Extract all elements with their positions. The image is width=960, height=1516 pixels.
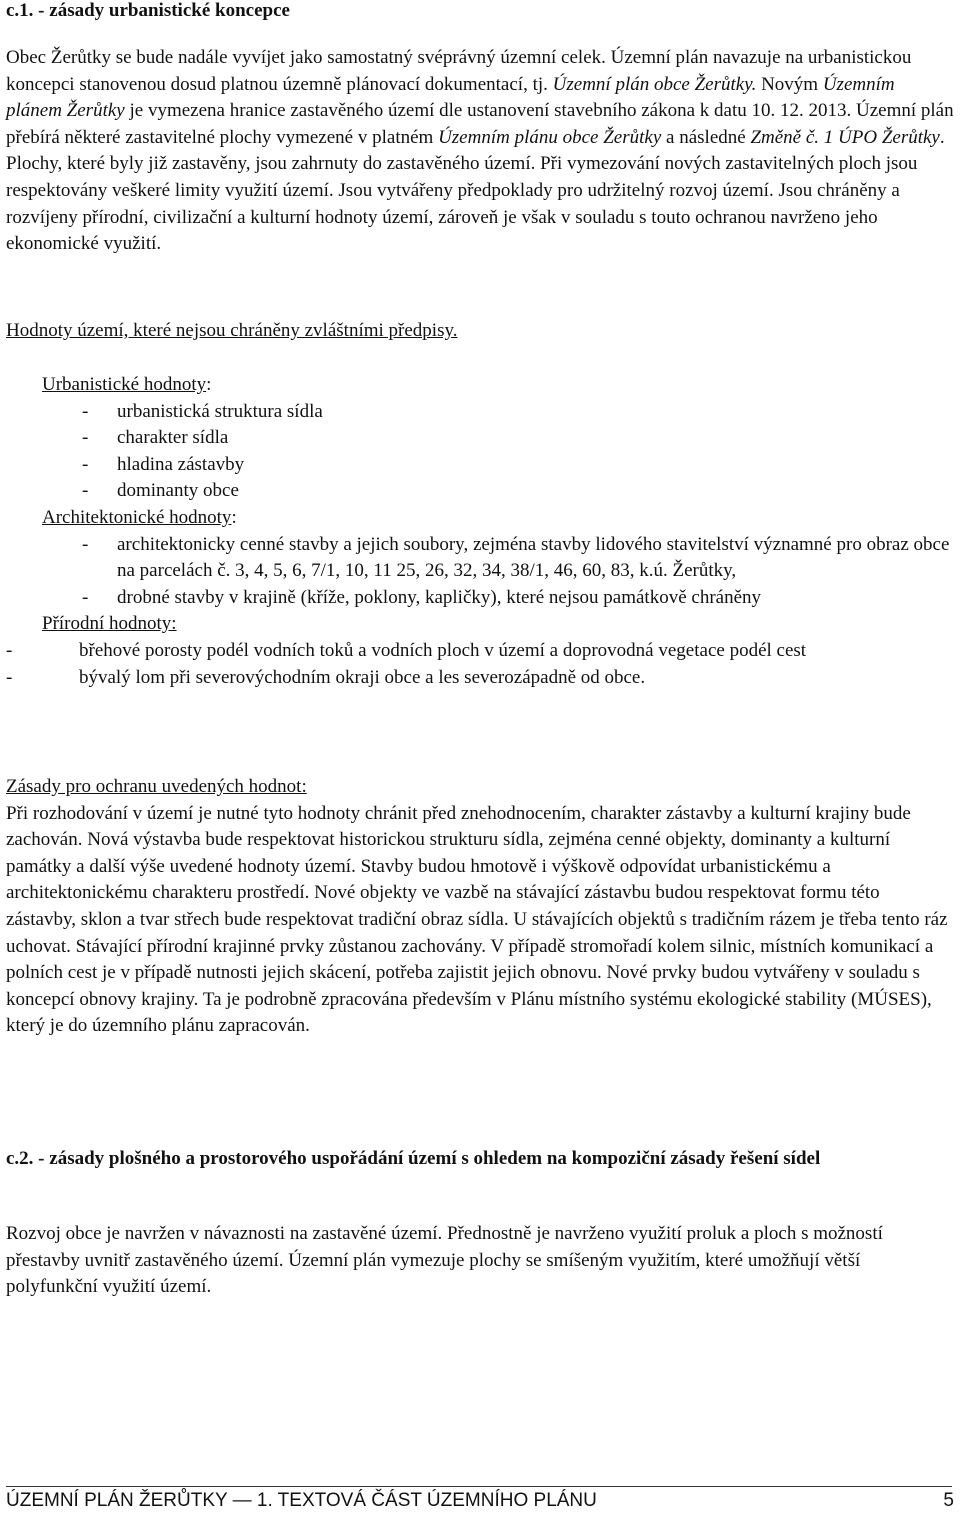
category-prirodni-label: Přírodní hodnoty: [42, 613, 177, 635]
list-item [6, 532, 954, 585]
list-item-text: bývalý lom při severovýchodním okraji obce a les severozápadně od obce. [79, 666, 646, 688]
architektonicke-list [6, 532, 954, 612]
section-c2-heading: c.2. - zásady plošného a prostorového uspořádání území s ohledem na kompoziční zásady řešení sídel [6, 1148, 821, 1169]
section-c1-heading: c.1. - zásady urbanistické koncepce [6, 0, 290, 21]
zasady-paragraph: Při rozhodování v území je nutné tyto hodnoty chránit před znehodnocením, charakter zástavby a kulturní krajiny bude zachován. Nová výstavba bude respektovat historickou strukturu sídla, zejména cenné objekty, dominanty a kulturní památky a další výše uvedené hodnoty území. Stavby budou hmotově i výškově odpovídat urbanistickému a architektonickému charakteru prostředí. Nové objekty ve vazbě na stávající zástavbu budou respektovat formu této zástavby, sklon a tvar střech bude respektovat tradiční obraz sídla. U stávajících objektů s tradičním rázem je třeba tento ráz uchovat. Stávající přírodní krajinné prvky zůstanou zachovány. V případě stromořadí kolem silnic, místních komunikací a polních cest je v případě nutnosti jejich skácení, potřeba zajistit jejich obnovu. Nové prvky budou vytvářeny v souladu s koncepcí obnovy krajiny. Ta je podrobně zpracována především v Plánu místního systému ekologické stability (MÚSES), který je do územního plánu zapracován. [6, 802, 948, 1037]
intro-text-1: Obec Žerůtky se bude nadále vyvíjet jako samostatný svéprávný územní celek. Územní plán navazuje na urbanistickou koncepci stanovenou dosud platnou územně plánovací dokumentací, tj. [6, 47, 912, 95]
category-architektonicke-suffix: : [231, 506, 237, 528]
list-item [6, 585, 954, 612]
dash-bullet: - [6, 639, 13, 661]
list-item-text: drobné stavby v krajině (kříže, poklony, kapličky), které nejsou památkově chráněny [117, 586, 762, 608]
intro-paragraph [6, 45, 954, 258]
list-item-text: urbanistická struktura sídla [117, 400, 323, 422]
urbanisticke-list [6, 399, 954, 505]
category-urbanisticke-suffix: : [206, 374, 212, 395]
zasady-title: Zásady pro ochranu uvedených hodnot: [6, 776, 307, 797]
list-item-text: břehové porosty podél vodních toků a vodních ploch v území a doprovodná vegetace podél cest [79, 639, 807, 661]
page-number: 5 [943, 1490, 954, 1511]
values-block [6, 372, 954, 691]
intro-ref-platny-plan: Územním plánu obce Žerůtky [438, 126, 662, 148]
list-item-text: hladina zástavby [117, 453, 245, 475]
intro-text-3: je vymezena hranice zastavěného území dle ustanovení stavebního zákona k datu 10. 12. 2013. Územní plán přebírá některé zastavitelné plochy vymezené v platném [6, 100, 954, 148]
footer-divider [6, 1486, 952, 1487]
dash-bullet: - [82, 533, 89, 555]
list-item [6, 478, 954, 505]
list-item-text: architektonicky cenné stavby a jejich soubory, zejména stavby lidového stavitelství významné pro obraz obce na parcelách č. 3, 4, 5, 6, 7/1, 10, 11 25, 26, 32, 34, 38/1, 46, 60, 83, k.ú. Žerůtky, [117, 533, 950, 582]
footer-title: ÚZEMNÍ PLÁN ŽERŮTKY — 1. TEXTOVÁ ČÁST ÚZEMNÍHO PLÁNU [6, 1490, 597, 1511]
hodnoty-title: Hodnoty území, které nejsou chráněny zvláštními předpisy. [6, 320, 458, 341]
list-item-text: charakter sídla [117, 427, 229, 449]
list-item-text: dominanty obce [117, 480, 239, 502]
section-c2-paragraph: Rozvoj obce je navržen v návaznosti na zastavěné území. Přednostně je navrženo využití proluk a ploch s možností přestavby uvnitř zastavěného území. Územní plán vymezuje plochy se smíšeným využitím, které umožňují větší polyfunkční využití území. [6, 1223, 883, 1298]
prirodni-list [6, 638, 954, 691]
intro-text-5: . Plochy, které byly již zastavěny, jsou zahrnuty do zastavěného území. Při vymezování nových zastavitelných ploch jsou respektovány veškeré limity využití území. Jsou vytvářeny předpoklady pro udržitelný rozvoj území. Jsou chráněny a rozvíjeny přírodní, civilizační a kulturní hodnoty území, zároveň je však v souladu s touto ochranou navrženo jeho ekonomické využití. [6, 126, 945, 255]
category-urbanisticke-label: Urbanistické hodnoty [42, 374, 207, 395]
dash-bullet: - [82, 427, 89, 449]
dash-bullet: - [82, 586, 89, 608]
category-prirodni [6, 611, 954, 638]
dash-bullet: - [6, 666, 13, 688]
category-architektonicke [6, 505, 954, 532]
list-item [6, 638, 954, 665]
category-architektonicke-label: Architektonické hodnoty [42, 506, 232, 528]
intro-ref-uzemni-plan-obce: Územní plán obce Žerůtky. [552, 73, 757, 95]
list-item [6, 425, 954, 452]
dash-bullet: - [82, 480, 89, 502]
dash-bullet: - [82, 400, 89, 422]
intro-ref-uzemni-plan: Územním plánem Žerůtky [6, 73, 895, 122]
zasady-block [6, 774, 954, 1040]
intro-ref-zmena: Změně č. 1 ÚPO Žerůtky [750, 126, 940, 148]
list-item [6, 452, 954, 479]
intro-text-2: Novým [756, 73, 823, 95]
list-item [6, 399, 954, 426]
list-item [6, 665, 954, 692]
dash-bullet: - [82, 453, 89, 475]
intro-text-4: a následné [661, 126, 751, 148]
category-urbanisticke [6, 372, 954, 399]
